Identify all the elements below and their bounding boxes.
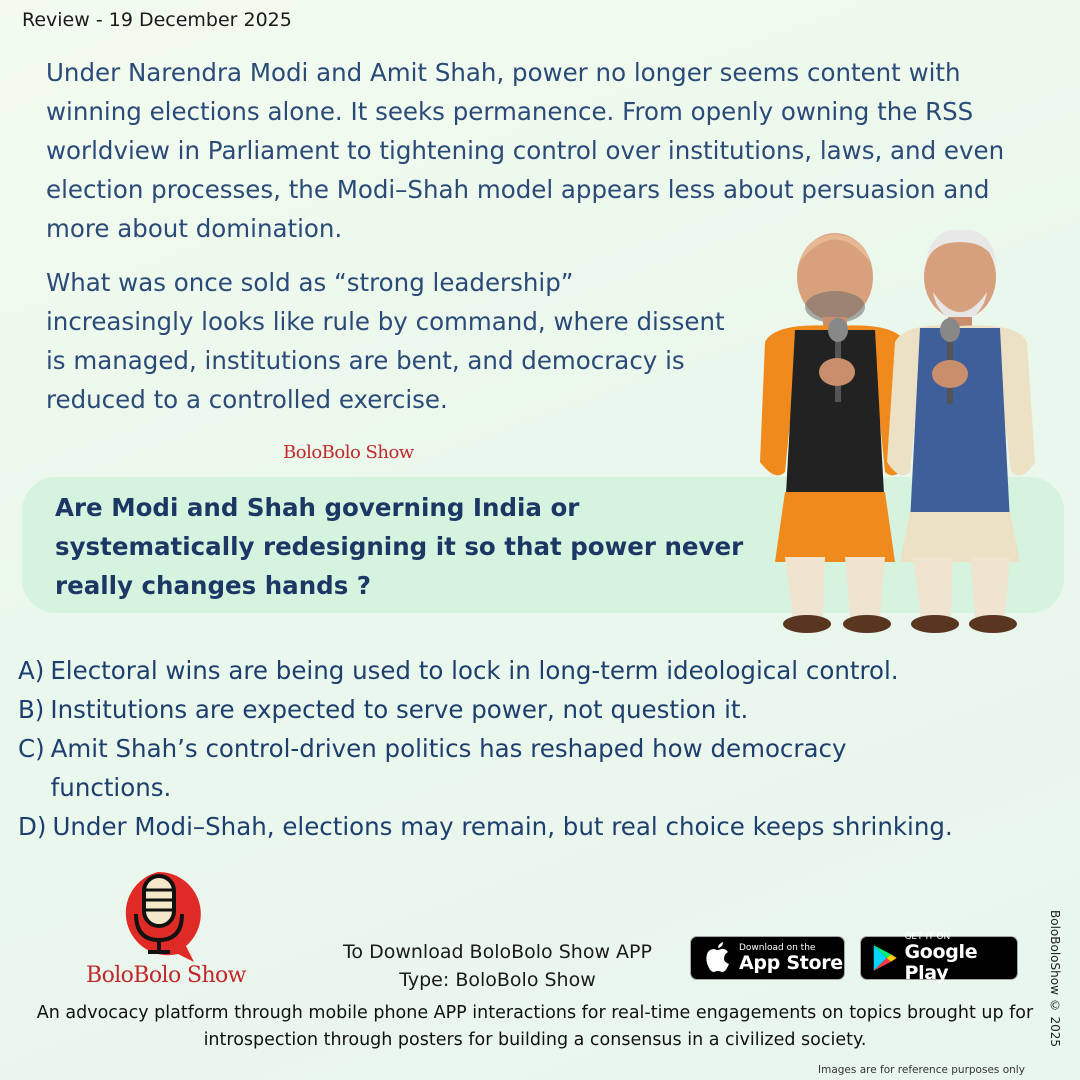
review-date: Review - 19 December 2025 <box>22 9 292 31</box>
brand-mark: BoloBolo Show <box>283 442 414 463</box>
app-store-button[interactable] <box>690 936 845 980</box>
download-line-2: Type: BoloBolo Show <box>399 969 596 991</box>
footer-tagline: An advocacy platform through mobile phone APP interactions for real-time engagements on topics brought up for introspection through posters for building a consensus in a civilized society. <box>36 1003 1034 1050</box>
apple-icon <box>703 941 733 975</box>
image-disclaimer: Images are for reference purposes only <box>818 1064 1025 1076</box>
google-play-button[interactable] <box>860 932 1018 984</box>
option-letter: B) <box>18 695 45 724</box>
option-text: Under Modi–Shah, elections may remain, but real choice keeps shrinking. <box>52 812 953 841</box>
google-play-icon <box>871 942 898 974</box>
option-b[interactable] <box>18 690 1058 729</box>
copyright-notice: BoloBoloShow © 2025 <box>1048 910 1062 1048</box>
app-store-small-text: Download on the <box>739 942 816 953</box>
option-c[interactable] <box>18 729 1058 807</box>
option-letter: C) <box>18 734 45 763</box>
question-text: Are Modi and Shah governing India or systematically redesigning it so that power never really changes hands ? <box>55 493 744 600</box>
google-play-big-text: Google Play <box>904 941 978 984</box>
option-letter: D) <box>18 812 47 841</box>
figure-left <box>760 233 910 633</box>
footer-brand-text: BoloBolo Show <box>86 963 246 988</box>
answer-options <box>18 651 1058 846</box>
app-store-big-text: App Store <box>739 951 843 974</box>
download-line-1: To Download BoloBolo Show APP <box>343 941 652 963</box>
option-letter: A) <box>18 656 45 685</box>
option-d[interactable] <box>18 807 1058 846</box>
option-a[interactable] <box>18 651 1058 690</box>
option-text: Amit Shah’s control-driven politics has reshaped how democracy functions. <box>50 734 847 802</box>
option-text: Institutions are expected to serve power, not question it. <box>50 695 749 724</box>
option-text: Electoral wins are being used to lock in long-term ideological control. <box>50 656 899 685</box>
download-instructions <box>330 938 665 994</box>
leaders-illustration <box>745 222 1065 642</box>
google-play-small-text: GET IT ON <box>904 932 951 942</box>
article-paragraph-1: Under Narendra Modi and Amit Shah, power no longer seems content with winning elections alone. It seeks permanence. From openly owning the RSS worldview in Parliament to tightening control over institutions, laws, and even election processes, the Modi–Shah model appears less about persuasion and more about domination. <box>46 58 1005 243</box>
article-paragraph-2: What was once sold as “strong leadership” increasingly looks like rule by command, where dissent is managed, institutions are bent, and democracy is reduced to a controlled exercise. <box>46 268 725 414</box>
figure-right <box>887 230 1035 633</box>
